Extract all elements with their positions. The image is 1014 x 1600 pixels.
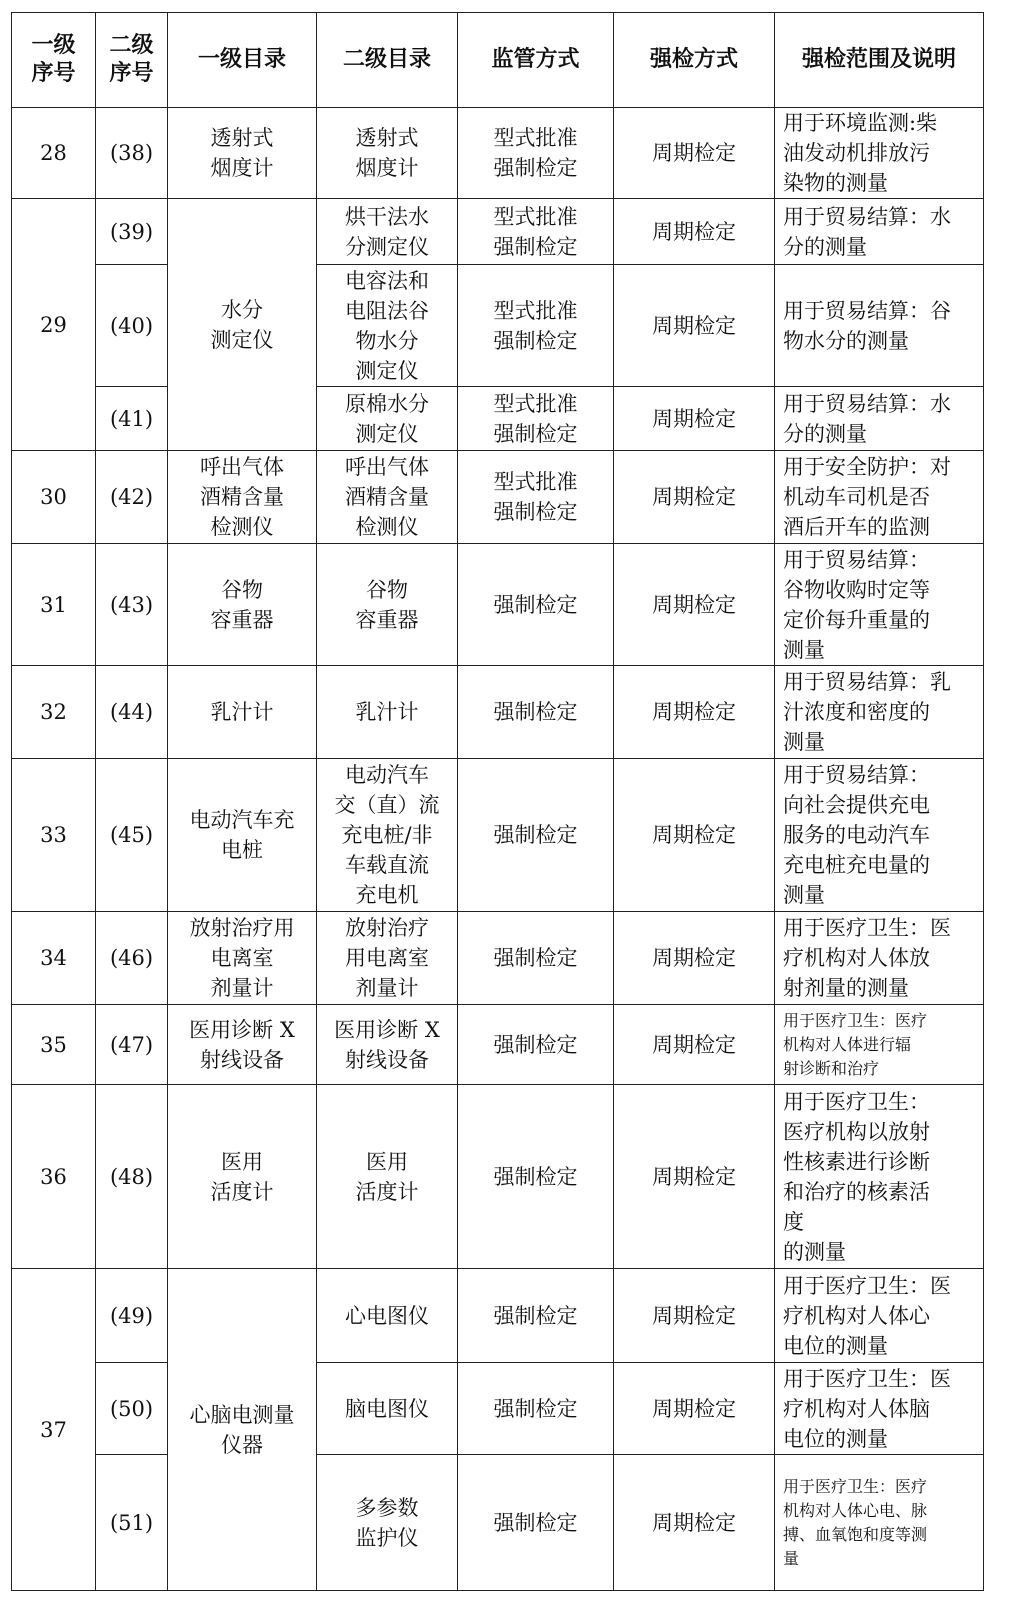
first-level-no-cell: 29: [12, 199, 96, 451]
cell-text-line: 剂量计: [210, 976, 274, 1000]
cell-text-line: 射诊断和治疗: [783, 1058, 880, 1078]
cell-text-line: 强制检定: [493, 234, 578, 259]
table-row: [12, 387, 984, 451]
cell-text-line: 序号: [31, 61, 76, 86]
second-level-catalog-cell: [317, 1455, 458, 1591]
supervision-method-cell: [458, 451, 614, 544]
inspection-method-cell: 周期检定: [614, 108, 775, 199]
cell-text-line: 强制检定: [493, 328, 578, 353]
cell-text-line: 监护仪: [355, 1525, 419, 1550]
scope-description-cell: [775, 759, 984, 912]
cell-text-line: 物水分: [355, 328, 419, 353]
supervision-method-cell: [458, 1455, 614, 1591]
table-row: [12, 1455, 984, 1591]
table-row: [12, 108, 984, 199]
table-row: [12, 1085, 984, 1269]
first-level-no-cell: 32: [12, 666, 96, 759]
scope-description-cell: [775, 451, 984, 544]
cell-text-line: 用于医疗卫生：: [783, 1089, 930, 1114]
cell-text-line: 射线设备: [345, 1047, 429, 1072]
cell-text-line: 疗机构对人体心: [783, 1303, 930, 1328]
second-level-no-cell: (42): [96, 451, 168, 544]
supervision-method-cell: [458, 265, 614, 387]
cell-text-line: 一级目录: [197, 47, 286, 72]
cell-text-line: 透射式: [210, 126, 274, 150]
table-row: [12, 912, 984, 1005]
cell-text-line: 分的测量: [783, 421, 867, 446]
cell-text-line: 强制检定: [493, 1396, 578, 1421]
first-level-catalog-cell: [168, 451, 317, 544]
second-level-catalog-cell: [317, 759, 458, 912]
table-row: [12, 1269, 984, 1363]
scope-description-cell: [775, 912, 984, 1005]
inspection-catalog-table: [11, 12, 984, 1591]
cell-text-line: 测量: [783, 883, 825, 907]
cell-text-line: 染物的测量: [783, 171, 888, 195]
supervision-method-cell: [458, 108, 614, 199]
cell-text-line: 向社会提供充电: [783, 793, 930, 817]
inspection-method-cell: 周期检定: [614, 666, 775, 759]
cell-text-line: 强检方式: [649, 47, 738, 72]
table-row: [12, 544, 984, 666]
first-level-catalog-cell: [168, 912, 317, 1005]
inspection-method-cell: 周期检定: [614, 199, 775, 265]
cell-text-line: 用于贸易结算：谷: [783, 298, 951, 323]
inspection-method-cell: 周期检定: [614, 912, 775, 1005]
cell-text-line: 强制检定: [493, 823, 578, 847]
second-level-catalog-cell: [317, 666, 458, 759]
cell-text-line: 透射式: [355, 126, 419, 150]
cell-text-line: 医用: [221, 1149, 263, 1174]
cell-text-line: 强检范围及说明: [801, 47, 956, 72]
cell-text-line: 放射治疗用: [189, 916, 295, 940]
cell-text-line: 用电离室: [345, 946, 429, 970]
cell-text-line: 型式批准: [493, 298, 578, 323]
cell-text-line: 分测定仪: [345, 234, 429, 259]
cell-text-line: 搏、血氧饱和度等测: [783, 1524, 928, 1544]
table-row: [12, 265, 984, 387]
supervision-method-cell: [458, 1005, 614, 1085]
scope-description-cell: [775, 199, 984, 265]
supervision-method-cell: [458, 1363, 614, 1455]
cell-text-line: 充电机: [355, 883, 419, 907]
first-level-no-cell: 28: [12, 108, 96, 199]
header-inspection-method: [614, 13, 775, 108]
table-row: [12, 199, 984, 265]
cell-text-line: 仪器: [221, 1432, 263, 1457]
second-level-no-cell: (41): [96, 387, 168, 451]
supervision-method-cell: [458, 544, 614, 666]
second-level-no-cell: (39): [96, 199, 168, 265]
scope-description-cell: [775, 1363, 984, 1455]
cell-text-line: 电动汽车充: [189, 808, 295, 832]
second-level-no-cell: (48): [96, 1085, 168, 1269]
cell-text-line: 疗机构对人体放: [783, 946, 930, 970]
first-level-catalog-cell: [168, 1005, 317, 1085]
header-second-level-catalog: [317, 13, 458, 108]
second-level-no-cell: (49): [96, 1269, 168, 1363]
cell-text-line: 充电桩/非: [341, 823, 433, 847]
cell-text-line: 型式批准: [493, 470, 578, 494]
inspection-method-cell: 周期检定: [614, 265, 775, 387]
first-level-catalog-cell: [168, 544, 317, 666]
inspection-method-cell: 周期检定: [614, 544, 775, 666]
scope-description-cell: [775, 1269, 984, 1363]
cell-text-line: 活度计: [355, 1179, 419, 1204]
cell-text-line: 烘干法水: [345, 204, 429, 229]
cell-text-line: 强制检定: [493, 1510, 578, 1535]
second-level-no-cell: (40): [96, 265, 168, 387]
inspection-method-cell: 周期检定: [614, 1269, 775, 1363]
cell-text-line: 强制检定: [493, 1032, 578, 1057]
cell-text-line: 强制检定: [493, 156, 578, 180]
cell-text-line: 机动车司机是否: [783, 485, 930, 509]
first-level-no-cell: 31: [12, 544, 96, 666]
header-scope-description: [775, 13, 984, 108]
cell-text-line: 放射治疗: [345, 916, 429, 940]
cell-text-line: 电位的测量: [783, 1426, 888, 1451]
cell-text-line: 原棉水分: [345, 391, 429, 416]
cell-text-line: 用于医疗卫生：医疗: [783, 1476, 928, 1496]
supervision-method-cell: [458, 387, 614, 451]
cell-text-line: 心电图仪: [345, 1303, 429, 1328]
second-level-catalog-cell: [317, 387, 458, 451]
second-level-no-cell: (47): [96, 1005, 168, 1085]
cell-text-line: 强制检定: [493, 700, 578, 724]
cell-text-line: 剂量计: [355, 976, 419, 1000]
second-level-no-cell: (46): [96, 912, 168, 1005]
cell-text-line: 型式批准: [493, 126, 578, 150]
table-row: [12, 451, 984, 544]
cell-text-line: 序号: [109, 61, 154, 86]
cell-text-line: 强制检定: [493, 946, 578, 970]
scope-description-cell: [775, 265, 984, 387]
supervision-method-cell: [458, 759, 614, 912]
second-level-catalog-cell: [317, 912, 458, 1005]
cell-text-line: 射线设备: [200, 1047, 284, 1072]
cell-text-line: 物水分的测量: [783, 328, 909, 353]
first-level-catalog-cell: [168, 199, 317, 451]
cell-text-line: 用于贸易结算：: [783, 547, 930, 572]
cell-text-line: 呼出气体: [345, 455, 429, 479]
first-level-catalog-cell: [168, 108, 317, 199]
scope-description-cell: [775, 1455, 984, 1591]
cell-text-line: 测定仪: [210, 327, 274, 352]
second-level-no-cell: (43): [96, 544, 168, 666]
cell-text-line: 医用: [366, 1149, 408, 1174]
cell-text-line: 乳汁计: [355, 700, 419, 724]
second-level-catalog-cell: [317, 1269, 458, 1363]
first-level-catalog-cell: [168, 666, 317, 759]
second-level-no-cell: (38): [96, 108, 168, 199]
second-level-catalog-cell: [317, 1005, 458, 1085]
second-level-catalog-cell: [317, 451, 458, 544]
cell-text-line: 测定仪: [355, 421, 419, 446]
supervision-method-cell: [458, 666, 614, 759]
cell-text-line: 容重器: [355, 607, 419, 632]
cell-text-line: 油发动机排放污: [783, 141, 930, 165]
cell-text-line: 医用诊断 X: [189, 1017, 295, 1042]
cell-text-line: 检测仪: [210, 515, 274, 539]
cell-text-line: 用于环境监测:柴: [783, 111, 938, 135]
second-level-catalog-cell: [317, 1363, 458, 1455]
inspection-method-cell: 周期检定: [614, 387, 775, 451]
header-supervision-method: [458, 13, 614, 108]
cell-text-line: 用于医疗卫生：医疗: [783, 1010, 928, 1030]
cell-text-line: 车载直流: [345, 853, 429, 877]
cell-text-line: 医用诊断 X: [334, 1017, 440, 1042]
cell-text-line: 强制检定: [493, 500, 578, 524]
cell-text-line: 谷物: [366, 577, 408, 602]
table-row: [12, 666, 984, 759]
first-level-catalog-cell: [168, 1085, 317, 1269]
first-level-catalog-cell: [168, 1269, 317, 1591]
second-level-no-cell: (50): [96, 1363, 168, 1455]
cell-text-line: 型式批准: [493, 391, 578, 416]
cell-text-line: 测量: [783, 637, 825, 662]
cell-text-line: 二级: [109, 33, 154, 58]
inspection-method-cell: 周期检定: [614, 1363, 775, 1455]
table-row: [12, 1363, 984, 1455]
cell-text-line: 酒精含量: [200, 485, 284, 509]
cell-text-line: 型式批准: [493, 204, 578, 229]
cell-text-line: 用于贸易结算：乳: [783, 670, 951, 694]
first-level-no-cell: 36: [12, 1085, 96, 1269]
cell-text-line: 射剂量的测量: [783, 976, 909, 1000]
first-level-no-cell: 35: [12, 1005, 96, 1085]
cell-text-line: 用于医疗卫生：医: [783, 1366, 951, 1391]
cell-text-line: 电位的测量: [783, 1333, 888, 1358]
cell-text-line: 活度计: [210, 1179, 274, 1204]
cell-text-line: 呼出气体: [200, 455, 284, 479]
cell-text-line: 水分: [221, 297, 263, 322]
cell-text-line: 用于贸易结算：: [783, 763, 930, 787]
supervision-method-cell: [458, 1269, 614, 1363]
first-level-no-cell: 33: [12, 759, 96, 912]
first-level-no-cell: 34: [12, 912, 96, 1005]
scope-description-cell: [775, 544, 984, 666]
cell-text-line: 监管方式: [491, 47, 580, 72]
cell-text-line: 脑电图仪: [345, 1396, 429, 1421]
first-level-no-cell: 30: [12, 451, 96, 544]
first-level-no-cell: 37: [12, 1269, 96, 1591]
cell-text-line: 烟度计: [355, 156, 419, 180]
inspection-method-cell: 周期检定: [614, 1455, 775, 1591]
cell-text-line: 谷物: [221, 577, 263, 602]
cell-text-line: 服务的电动汽车: [783, 823, 930, 847]
table-row: [12, 1005, 984, 1085]
cell-text-line: 电阻法谷: [345, 298, 429, 323]
inspection-method-cell: 周期检定: [614, 1005, 775, 1085]
cell-text-line: 乳汁计: [210, 700, 274, 724]
cell-text-line: 度: [783, 1209, 804, 1234]
cell-text-line: 酒后开车的监测: [783, 515, 930, 539]
cell-text-line: 定价每升重量的: [783, 607, 930, 632]
cell-text-line: 电离室: [210, 946, 274, 970]
cell-text-line: 强制检定: [493, 1164, 578, 1189]
first-level-catalog-cell: [168, 759, 317, 912]
cell-text-line: 烟度计: [210, 156, 274, 180]
supervision-method-cell: [458, 1085, 614, 1269]
scope-description-cell: [775, 387, 984, 451]
cell-text-line: 电动汽车: [345, 763, 429, 787]
inspection-method-cell: 周期检定: [614, 1085, 775, 1269]
cell-text-line: 疗机构对人体脑: [783, 1396, 930, 1421]
cell-text-line: 容重器: [210, 607, 274, 632]
second-level-catalog-cell: [317, 544, 458, 666]
cell-text-line: 测定仪: [355, 358, 419, 383]
cell-text-line: 的测量: [783, 1239, 846, 1264]
cell-text-line: 机构对人体心电、脉: [783, 1500, 928, 1520]
second-level-catalog-cell: [317, 199, 458, 265]
cell-text-line: 强制检定: [493, 421, 578, 446]
cell-text-line: 用于安全防护：对: [783, 455, 951, 479]
inspection-method-cell: 周期检定: [614, 451, 775, 544]
cell-text-line: 测量: [783, 730, 825, 754]
table-row: [12, 759, 984, 912]
second-level-catalog-cell: [317, 265, 458, 387]
cell-text-line: 电桩: [221, 838, 263, 862]
scope-description-cell: [775, 666, 984, 759]
header-first-level-catalog: [168, 13, 317, 108]
cell-text-line: 机构对人体进行辐: [783, 1034, 912, 1054]
cell-text-line: 用于贸易结算：水: [783, 204, 951, 229]
cell-text-line: 用于贸易结算：水: [783, 391, 951, 416]
cell-text-line: 性核素进行诊断: [783, 1149, 930, 1174]
cell-text-line: 酒精含量: [345, 485, 429, 509]
table-body: [12, 108, 984, 1591]
cell-text-line: 强制检定: [493, 1303, 578, 1328]
second-level-catalog-cell: [317, 108, 458, 199]
cell-text-line: 电容法和: [345, 268, 429, 293]
supervision-method-cell: [458, 199, 614, 265]
header-first-level-no: [12, 13, 96, 108]
scope-description-cell: [775, 1005, 984, 1085]
cell-text-line: 多参数: [355, 1495, 419, 1520]
cell-text-line: 分的测量: [783, 234, 867, 259]
cell-text-line: 充电桩充电量的: [783, 853, 930, 877]
table-header-row: [12, 13, 984, 108]
cell-text-line: 汁浓度和密度的: [783, 700, 930, 724]
cell-text-line: 心脑电测量: [189, 1402, 295, 1427]
second-level-no-cell: (51): [96, 1455, 168, 1591]
header-second-level-no: [96, 13, 168, 108]
scope-description-cell: [775, 1085, 984, 1269]
cell-text-line: 用于医疗卫生：医: [783, 916, 951, 940]
cell-text-line: 二级目录: [342, 47, 431, 72]
cell-text-line: 强制检定: [493, 592, 578, 617]
cell-text-line: 谷物收购时定等: [783, 577, 930, 602]
supervision-method-cell: [458, 912, 614, 1005]
cell-text-line: 医疗机构以放射: [783, 1119, 930, 1144]
cell-text-line: 用于医疗卫生：医: [783, 1273, 951, 1298]
scope-description-cell: [775, 108, 984, 199]
cell-text-line: 一级: [31, 33, 76, 58]
inspection-method-cell: 周期检定: [614, 759, 775, 912]
second-level-no-cell: (45): [96, 759, 168, 912]
cell-text-line: 交（直）流: [334, 793, 440, 817]
second-level-catalog-cell: [317, 1085, 458, 1269]
cell-text-line: 量: [783, 1548, 800, 1568]
second-level-no-cell: (44): [96, 666, 168, 759]
cell-text-line: 检测仪: [355, 515, 419, 539]
cell-text-line: 和治疗的核素活: [783, 1179, 930, 1204]
